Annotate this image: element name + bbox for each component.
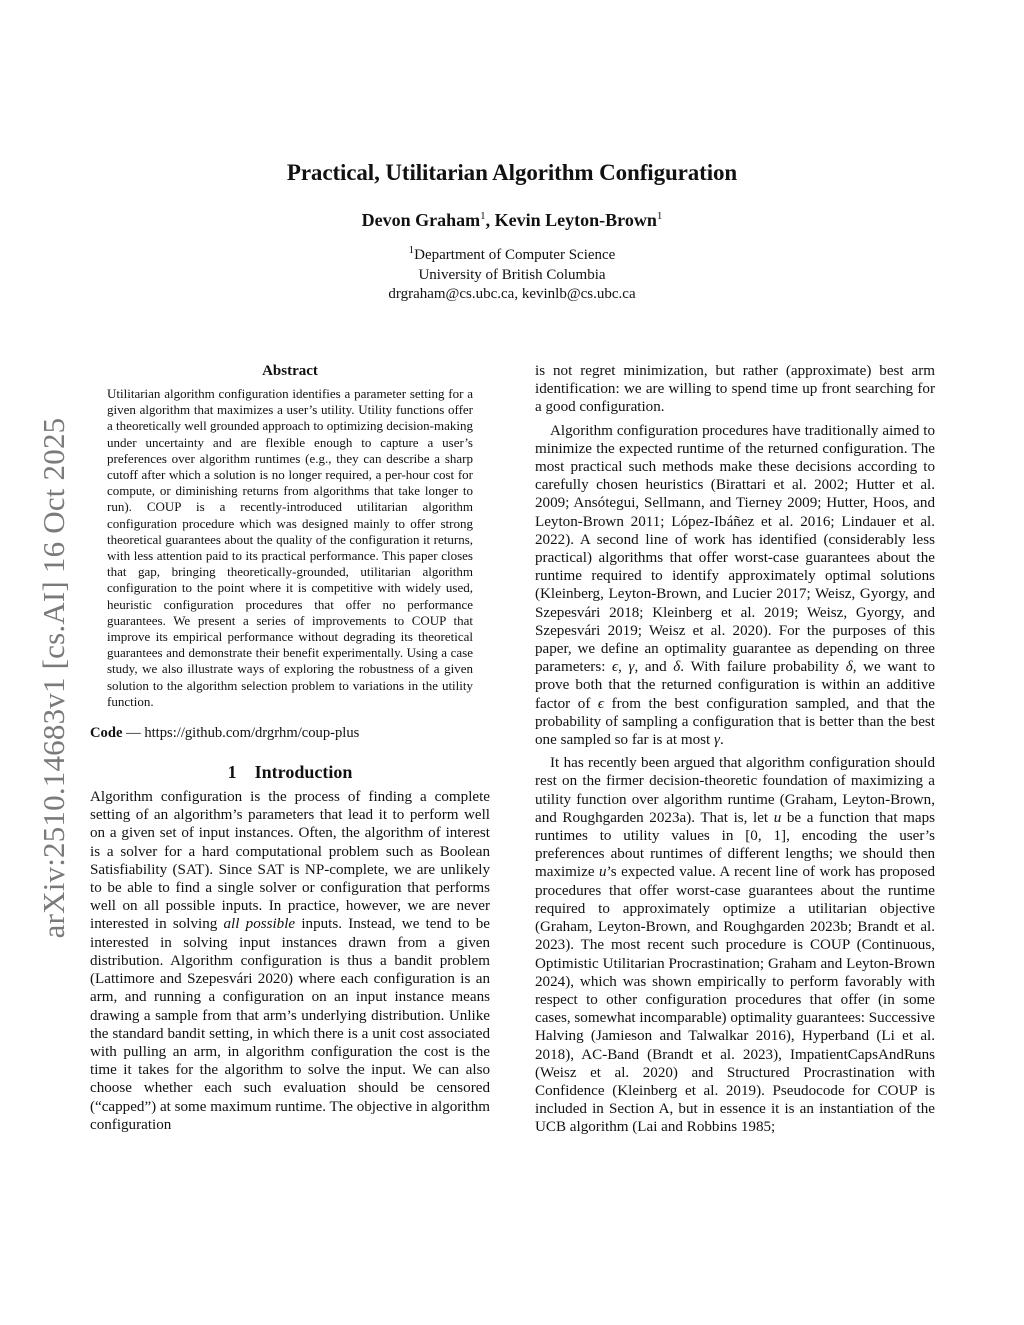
math-interval: [0, 1] (745, 828, 787, 845)
author-name: Devon Graham (361, 210, 481, 230)
paper-title: Practical, Utilitarian Algorithm Configuration (286, 160, 738, 185)
text-run: from the best configuration sampled, and that the probability of sampling a configuration that is better than the best one sampled so far is at most (535, 695, 935, 749)
body-paragraph (535, 754, 935, 1136)
body-paragraph: is not regret minimization, but rather (approximate) best arm identification: we are willing to spend time up front searching for a good configuration. (535, 363, 935, 416)
emphasis: all possible (223, 916, 296, 933)
author-list (0, 210, 1024, 231)
abstract-text: Utilitarian algorithm configuration identifies a parameter setting for a given algorithm that maximizes a user’s utility. Utility functions offer a theoretically well grounded approach to optimizing decision-making under uncertainty and are flexible enough to capture a user’s preferences over algorithm runtimes (e.g., they can describe a sharp cutoff after which a solution is no longer required, a per-hour cost for compute, or diminishing returns from algorithms that take longer to run). COUP is a recently-introduced utilitarian algorithm configuration procedure which was designed mainly to offer strong theoretical guarantees about the quality of the configuration it returns, with less attention paid to its practical performance. This paper closes that gap, bringing theoretically-grounded, utilitarian algorithm configuration to the point where it is competitive with widely used, heuristic configuration procedures that offer no performance guarantees. We present a series of improvements to COUP that improve its empirical performance without degrading its theoretical guarantees and demonstrate their benefit experimentally. Using a case study, we also illustrate ways of exploring the robustness of a given solution to the algorithm selection problem to variations in the utility function. (107, 386, 473, 709)
math-symbol: ϵ (597, 695, 605, 712)
code-label: Code (90, 725, 123, 742)
affiliation-block (0, 241, 1024, 305)
section-number: 1 (227, 762, 237, 783)
text-run: . With failure probability (680, 659, 846, 676)
math-symbol: u (773, 809, 782, 826)
department-name: Department of Computer Science (414, 247, 616, 263)
body-paragraph (535, 422, 935, 750)
text-run: , and (634, 659, 674, 676)
affiliation-marker: 1 (408, 244, 415, 256)
author-emails: drgraham@cs.ubc.ca, kevinlb@cs.ubc.ca (388, 286, 636, 302)
abstract-heading: Abstract (262, 363, 318, 379)
author-name: Kevin Leyton-Brown (494, 210, 657, 230)
intro-paragraph (90, 788, 490, 1134)
text-run: Algorithm configuration is the process of finding a complete setting of an algorithm’s parameters that lead it to perform well on a given set of input instances. Often, the algorithm of interest is a solver for a hard computational problem such as Boolean Satisfiability (SAT). Since SAT is NP-complete, we are unlikely to be able to find a single solver or configuration that performs well on all possible inputs. In practice, however, we are never interested in solving (90, 789, 490, 933)
text-run: , (618, 659, 629, 676)
text-run: ’s expected value. A recent line of work has proposed procedures that offer worst-case guarantees about the runtime required to approximately optimize a utilitarian objective (Graham, Leyton-Brown, and Roughgarden 2023b; Brandt et al. 2023). The most recent such procedure is COUP (Continuous, Optimistic Utilitarian Procrastination; Graham and Leyton-Brown 2024), which was shown empirically to perform favorably with respect to other configuration procedures that offer (in some cases, somewhat incomparable) optimality guarantees: Successive Halving (Jamieson and Talwalkar 2016), Hyperband (Li et al. 2018), AC-Band (Brandt et al. 2023), ImpatientCapsAndRuns (Weisz et al. 2020) and Structured Procrastination with Confidence (Kleinberg et al. 2019). Pseudocode for COUP is included in Section A, but in essence it is an instantiation of the UCB algorithm (Lai and Robbins 1985; (535, 864, 935, 1136)
department (0, 241, 1024, 266)
arxiv-sidebar (30, 378, 78, 978)
math-symbol: γ (714, 732, 720, 749)
right-column (535, 362, 935, 1137)
text-run: . (719, 732, 724, 749)
math-symbol: u (599, 864, 607, 881)
math-symbol: δ (845, 659, 853, 676)
arxiv-identifier: arXiv:2510.14683v1 [cs.AI] 16 Oct 2025 (36, 417, 71, 939)
code-link-line (90, 725, 490, 742)
university: University of British Columbia (418, 266, 606, 283)
code-url-link[interactable]: https://github.com/drgrhm/coup-plus (144, 725, 360, 742)
text-run: be a function that maps runtimes to utility values in (535, 809, 935, 845)
text-run: , encoding the user’s preferences about runtimes of different lengths; we should then maximize (535, 828, 935, 881)
math-symbol: γ (628, 659, 635, 676)
text-run: It has recently been argued that algorithm configuration should rest on the firmer decision-theoretic foundation of maximizing a utility function over algorithm runtime (Graham, Leyton-Brown, and Roughgarden 2023a). That is, let (535, 755, 935, 826)
author-separator: , (485, 210, 495, 230)
section-title: Introduction (254, 762, 353, 783)
math-symbol: δ (673, 659, 681, 676)
text-run: , we want to prove both that the returned configuration is within an additive factor of (535, 659, 936, 712)
left-column (90, 362, 490, 1134)
code-dash: — (122, 725, 145, 742)
text-run: Algorithm configuration procedures have traditionally aimed to minimize the expected runtime of the returned configuration. The most practical such methods make these decisions according to carefully chosen heuristics (Birattari et al. 2002; Hutter et al. 2009; Ansótegui, Sellmann, and Tierney 2009; Hutter, Hoos, and Leyton-Brown 2011; López-Ibáñez et al. 2016; Lindauer et al. 2022). A second line of work has identified (considerably less practical) algorithms that offer worst-case guarantees about the runtime required to identify approximately optimal solutions (Kleinberg, Leyton-Brown, and Lucier 2017; Weisz, Gyorgy, and Szepesvári 2018; Kleinberg et al. 2019; Weisz, Gyorgy, and Szepesvári 2019; Weisz et al. 2020). For the purposes of this paper, we define an optimality guarantee as depending on three parameters: (535, 422, 935, 676)
affiliation-marker: 1 (656, 210, 663, 222)
affiliation-marker: 1 (480, 210, 486, 222)
section-heading (90, 762, 490, 783)
math-symbol: ϵ (612, 659, 619, 676)
text-run: inputs. Instead, we tend to be interested in solving input instances drawn from a given distribution. Algorithm configuration is thus a bandit problem (Lattimore and Szepesvári 2020) where each configuration is an arm, and running a configuration on an input instance means drawing a sample from that arm’s underlying distribution. Unlike the standard bandit setting, in which there is a unit cost associated with pulling an arm, in algorithm configuration the cost is the time it takes for the algorithm to solve the input. We can also choose whether each such evaluation should be censored (“capped”) at some maximum runtime. The objective in algorithm configuration (90, 916, 490, 1133)
